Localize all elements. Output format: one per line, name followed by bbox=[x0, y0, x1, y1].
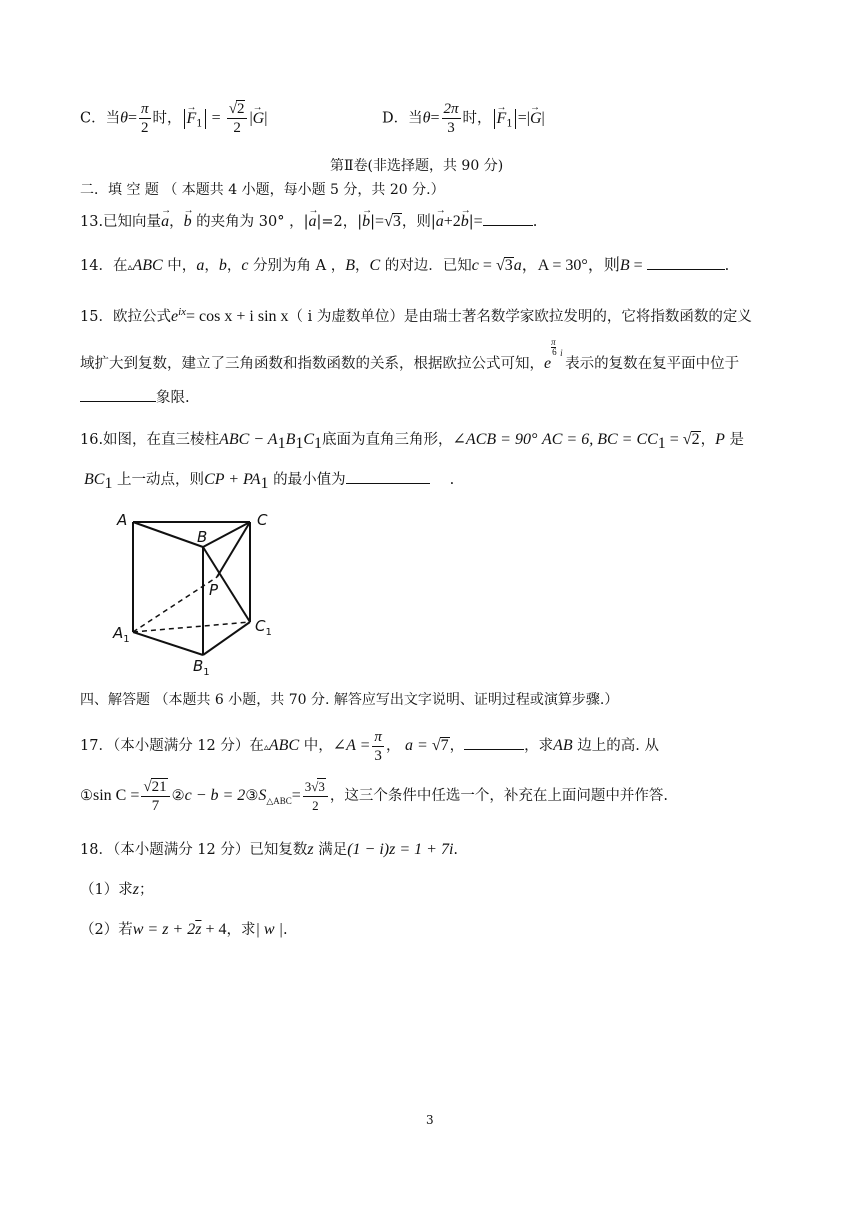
section-title: 第Ⅱ卷(非选择题，共 90 分) bbox=[330, 158, 504, 174]
question-15-line2: 域扩大到复数，建立了三角函数和指数函数的关系，根据欧拉公式可知，e π 6 i 表示的复数在复平面中位于 bbox=[80, 337, 740, 372]
page-number: 3 bbox=[426, 1113, 434, 1127]
question-18: 18．（本小题满分 12 分）已知复数z 满足(1 − i)z = 1 + 7i. bbox=[80, 841, 458, 858]
question-14: 14．在▵ABC 中，a，b，c 分别为角 A ，B，C 的对边．已知c = √3a，A = 30°，则B = . bbox=[80, 257, 730, 274]
answer-blank[interactable] bbox=[464, 749, 524, 750]
question-16-line2: $BC_1$ 上一动点，则CP + $PA_1$ 的最小值为 . bbox=[84, 471, 455, 492]
label-C1: $C_1$ bbox=[255, 617, 272, 638]
fraction: $\frac{2\pi}{3}$ bbox=[443, 101, 459, 136]
answer-blank[interactable] bbox=[346, 483, 430, 484]
answer-blank[interactable] bbox=[80, 401, 156, 402]
question-16: 16.如图，在直三棱柱ABC − $A_1B_1C_1$底面为直角三角形，∠ACB = 90° AC = 6, BC = $CC_1 = √2$，P 是 bbox=[80, 431, 744, 452]
label-B1: $B_1$ bbox=[193, 657, 210, 678]
edge-B1C1 bbox=[203, 622, 250, 655]
option-c: C．当θ= $\frac{\pi}{2}$ 时， → $F_1$ = $\frac{√2}{2}$ |→ G| bbox=[80, 100, 267, 136]
label-B: B bbox=[197, 528, 208, 546]
question-15-line3: 象限. bbox=[80, 388, 190, 408]
question-17: 17．（本小题满分 12 分）在▵ABC 中，∠A = $\frac{\pi}{3}$ ， a = √7， ，求AB 边上的高. 从 bbox=[80, 728, 659, 764]
question-18-part2: （2）若$w = z + 2\overline{z} + 4$，求| w |. bbox=[80, 921, 288, 938]
edge-AB bbox=[133, 522, 203, 547]
segment-A1P bbox=[133, 577, 217, 632]
option-d: D．当θ= $\frac{2\pi}{3}$ 时， → $F_1$ =|→ G| bbox=[382, 100, 545, 136]
edge-A1B1 bbox=[133, 632, 203, 655]
label-C: C bbox=[257, 511, 268, 529]
segment-A1C1 bbox=[133, 622, 250, 632]
question-18-part1: （1）求z； bbox=[80, 881, 154, 898]
fraction: $\frac{\pi}{3}$ bbox=[374, 728, 382, 764]
solutions-heading: 四、解答题 （本题共 6 小题，共 70 分. 解答应写出文字说明、证明过程或演算步骤.） bbox=[80, 692, 619, 708]
fraction: $\frac{3√3}{2}$ bbox=[303, 778, 328, 815]
fraction: $\frac{√2}{2}$ bbox=[227, 100, 248, 137]
fraction: $\frac{√21}{7}$ bbox=[141, 778, 169, 815]
answer-blank[interactable] bbox=[647, 269, 725, 270]
fill-in-heading: 二．填 空 题 （ 本题共 4 小题，每小题 5 分，共 20 分.） bbox=[80, 182, 445, 198]
question-15: 15．欧拉公式$e^{ix}= \cos x + i$ sin x（ i 为虚数单位）是由瑞士著名数学家欧拉发明的，它将指数函数的定义 bbox=[80, 306, 752, 325]
prism-diagram bbox=[105, 505, 305, 685]
fraction: $\frac{\pi}{2}$ bbox=[141, 101, 149, 136]
answer-blank[interactable] bbox=[483, 225, 533, 226]
label-A: A bbox=[117, 511, 128, 529]
question-13: 13.已知向量→ a，→ b 的夹角为 30° ，|→ a|=2，|→ b|=√3，则|→ a+2→ b|= . bbox=[80, 212, 537, 232]
label-P: P bbox=[209, 581, 219, 599]
label-A1: $A_1$ bbox=[113, 624, 130, 645]
question-17-conditions: ①sin C = $\frac{√21}{7}$ ②c − $b = 2③S_{\triangle ABC}=$ $\frac{3√3}{2}$ ，这三个条件中任选一个，补充在上面问题中并作答. bbox=[80, 778, 669, 814]
